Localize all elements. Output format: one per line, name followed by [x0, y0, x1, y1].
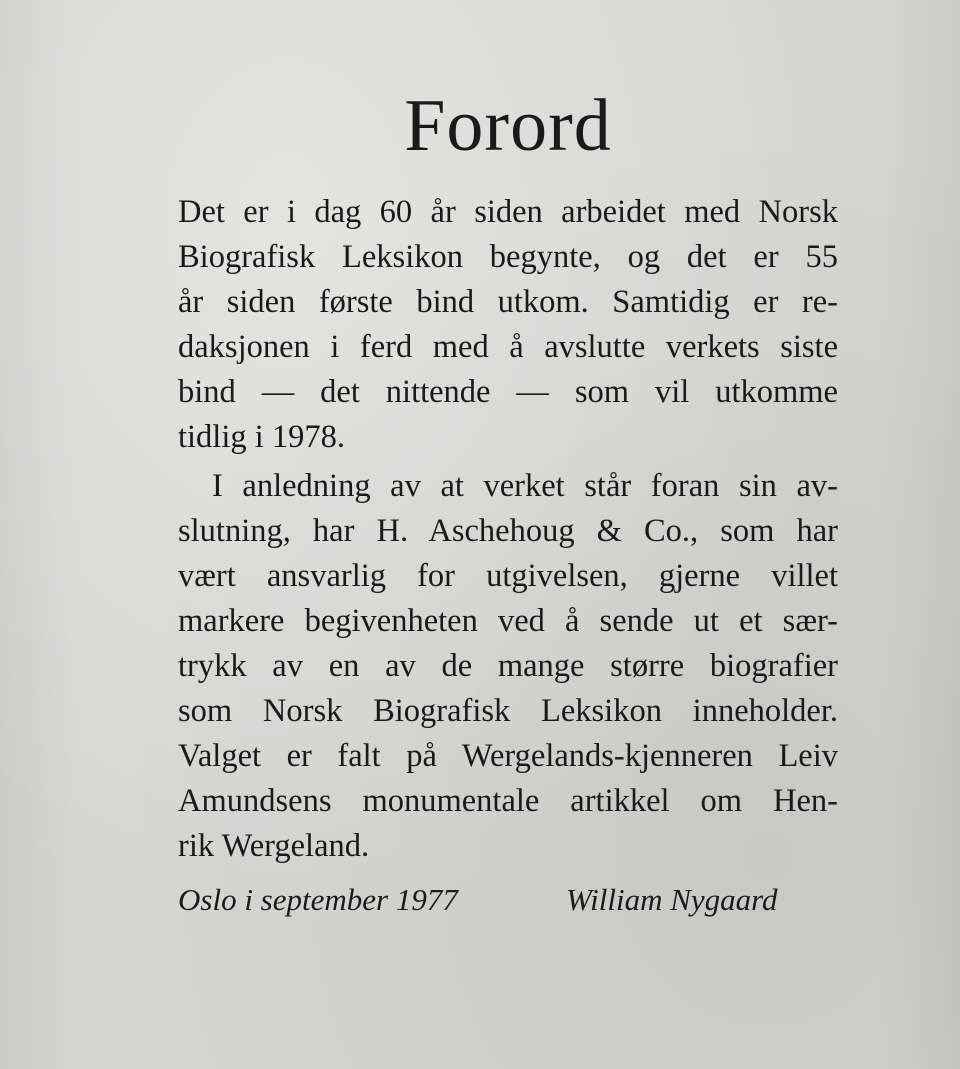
text-line: Amundsens monumentale artikkel om Hen- [178, 783, 838, 819]
text-line: I anledning av at verket står foran sin av- [212, 468, 838, 504]
text-line: Biografisk Leksikon begynte, og det er 55 [178, 239, 838, 275]
text-line: år siden første bind utkom. Samtidig er re- [178, 284, 838, 320]
text-line: som Norsk Biografisk Leksikon inneholder. [178, 693, 838, 729]
text-line: bind — det nittende — som vil utkomme [178, 374, 838, 410]
page-title: Forord [404, 85, 612, 167]
text-line: vært ansvarlig for utgivelsen, gjerne villet [178, 558, 838, 594]
author-signature: William Nygaard [566, 882, 778, 917]
foreword-body [178, 190, 838, 869]
text-line: rik Wergeland. [178, 828, 370, 864]
paragraph-1 [178, 190, 838, 460]
text-line: Det er i dag 60 år siden arbeidet med Norsk [178, 194, 838, 230]
text-line: Valget er falt på Wergelands-kjenneren Leiv [178, 738, 838, 774]
place-date: Oslo i september 1977 [178, 882, 458, 917]
text-line: trykk av en av de mange større biografier [178, 648, 838, 684]
text-line: markere begivenheten ved å sende ut et sær- [178, 603, 838, 639]
paragraph-2 [178, 464, 838, 869]
text-line: daksjonen i ferd med å avslutte verkets siste [178, 329, 838, 365]
text-line: slutning, har H. Aschehoug & Co., som har [178, 513, 838, 549]
text-line: tidlig i 1978. [178, 419, 346, 455]
